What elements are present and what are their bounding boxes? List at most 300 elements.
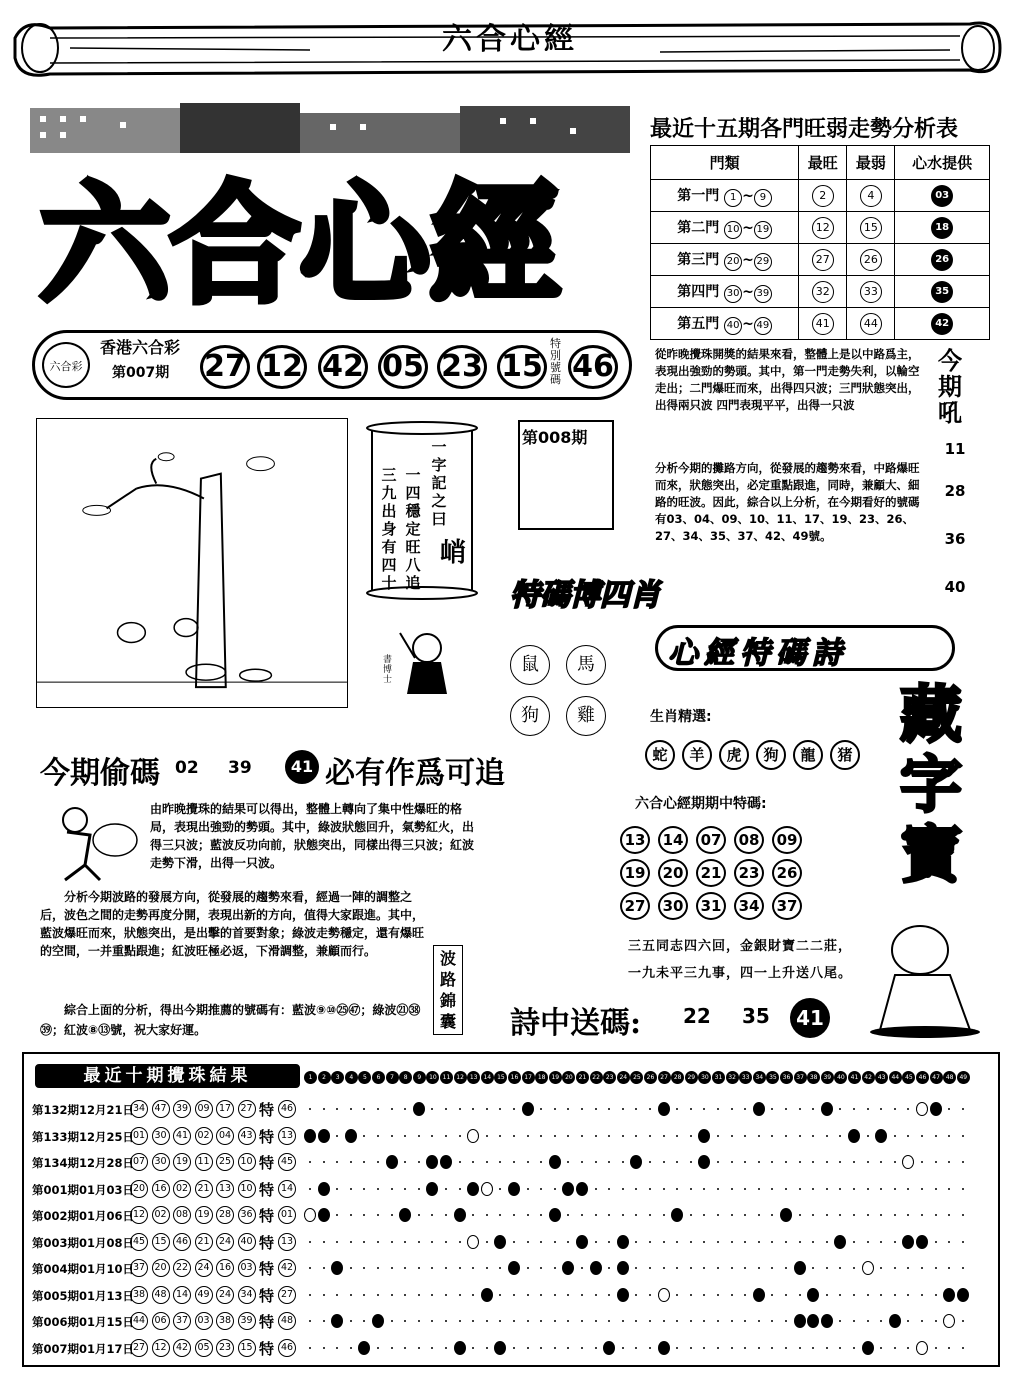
grid-dot (717, 1135, 719, 1137)
grid-dot (540, 1347, 542, 1349)
grid-dot (649, 1108, 651, 1110)
grid-dot (622, 1320, 624, 1322)
result-number: 38 (130, 1286, 148, 1304)
hit-marker (318, 1129, 330, 1143)
banner-title: 六合心經 (442, 22, 578, 57)
grid-dot (391, 1135, 393, 1137)
result-number: 28 (216, 1206, 234, 1224)
hit-marker (508, 1261, 520, 1275)
grid-dot (391, 1294, 393, 1296)
grid-dot (540, 1135, 542, 1137)
four-zodiac-title: 特碼博四肖 (510, 578, 660, 613)
grid-dot (867, 1320, 869, 1322)
lottery-logo: 六合彩 (42, 342, 90, 388)
gate-cell (651, 276, 799, 308)
gate-name: 第三門 (677, 251, 720, 268)
gate-name: 第二門 (677, 219, 720, 236)
gate-name: 第五門 (677, 315, 720, 332)
grid-dot (731, 1188, 733, 1190)
special-hit-marker (658, 1288, 670, 1302)
header-number: 42 (862, 1071, 875, 1084)
min-number: 15 (860, 217, 882, 239)
grid-dot (309, 1320, 311, 1322)
zodiac-pick: 狗 (756, 740, 786, 770)
grid-dot (581, 1108, 583, 1110)
grid-dot (309, 1108, 311, 1110)
scholar-label: 書博士 (383, 655, 393, 685)
grid-dot (649, 1241, 651, 1243)
table-row (651, 244, 990, 276)
recent-results-title: 最近十期攪珠結果 (35, 1064, 300, 1088)
grid-dot (323, 1320, 325, 1322)
result-number: 42 (173, 1339, 191, 1357)
grid-dot (459, 1108, 461, 1110)
table-row (651, 180, 990, 212)
grid-dot (445, 1108, 447, 1110)
grid-dot (622, 1135, 624, 1137)
grid-dot (336, 1294, 338, 1296)
result-row-label: 第001期01月03日 (32, 1182, 135, 1197)
hit-marker (576, 1235, 588, 1249)
header-number: 39 (821, 1071, 834, 1084)
grid-dot (459, 1267, 461, 1269)
gate-name: 第四門 (677, 283, 720, 300)
grid-dot (935, 1135, 937, 1137)
grid-dot (459, 1241, 461, 1243)
gate-to: 19 (754, 221, 772, 239)
scroll-line: 一四穩定旺八追 (405, 466, 421, 592)
poem-line: 一九未平三九事，四一上升送八尾。 (627, 966, 852, 981)
wave-summary-text: 由昨晚攪珠的結果可以得出，整體上轉向了集中性爆旺的格局，表現出強勁的勢頭。其中，綠波狀態回升，氣勢紅火，出得三只波；藍波反功向前，狀態突出，同樣出得三只波；紅波走勢下滑，出得一只波。 (150, 802, 475, 870)
grid-dot (758, 1347, 760, 1349)
grid-dot (323, 1347, 325, 1349)
grid-dot (744, 1294, 746, 1296)
grid-dot (717, 1161, 719, 1163)
grid-dot (717, 1188, 719, 1190)
mid-number: 27 (620, 892, 650, 920)
header-number: 1 (304, 1071, 317, 1084)
grid-dot (323, 1294, 325, 1296)
mid-number: 31 (696, 892, 726, 920)
result-number: 15 (152, 1233, 170, 1251)
hit-marker (318, 1182, 330, 1196)
grid-dot (894, 1267, 896, 1269)
special-label: 特 (259, 1286, 275, 1305)
result-number: 44 (130, 1312, 148, 1330)
pick-number: 42 (931, 313, 953, 335)
result-row-label: 第132期12月21日 (32, 1103, 135, 1117)
grid-dot (377, 1347, 379, 1349)
mid-number: 07 (696, 826, 726, 854)
result-number: 20 (130, 1180, 148, 1198)
result-row-label: 第002期01月06日 (32, 1209, 135, 1223)
grid-dot (472, 1347, 474, 1349)
max-number: 27 (812, 249, 834, 271)
result-ball: 23 (437, 345, 487, 389)
header-number: 40 (834, 1071, 847, 1084)
mid-number: 14 (658, 826, 688, 854)
result-number: 05 (195, 1339, 213, 1357)
grid-dot (948, 1135, 950, 1137)
grid-dot (676, 1188, 678, 1190)
special-label: 特 (259, 1180, 275, 1199)
zodiac-pick-label: 生肖精選: (650, 709, 712, 725)
zodiac-pick: 蛇 (645, 740, 675, 770)
hit-marker (780, 1208, 792, 1222)
grid-dot (391, 1347, 393, 1349)
grid-dot (867, 1214, 869, 1216)
grid-dot (472, 1294, 474, 1296)
header-number: 46 (916, 1071, 929, 1084)
result-number: 22 (173, 1259, 191, 1277)
header-number: 47 (930, 1071, 943, 1084)
scroll-keyword: 峭 (440, 538, 467, 568)
pick-number: 18 (931, 217, 953, 239)
mid-number: 30 (658, 892, 688, 920)
grid-dot (418, 1161, 420, 1163)
grid-dot (894, 1188, 896, 1190)
header-number: 5 (358, 1071, 371, 1084)
grid-dot (731, 1161, 733, 1163)
grid-dot (935, 1320, 937, 1322)
grid-dot (486, 1241, 488, 1243)
grid-dot (404, 1241, 406, 1243)
result-number: 36 (238, 1206, 256, 1224)
grid-dot (418, 1188, 420, 1190)
grid-dot (690, 1108, 692, 1110)
column-header: 門類 (651, 146, 799, 180)
grid-dot (608, 1135, 610, 1137)
table-row (651, 212, 990, 244)
grid-dot (894, 1241, 896, 1243)
range-sep: ~ (742, 187, 754, 204)
grid-dot (826, 1241, 828, 1243)
grid-dot (690, 1161, 692, 1163)
pick-number-cell (895, 180, 990, 212)
grid-dot (962, 1161, 964, 1163)
grid-dot (758, 1161, 760, 1163)
result-number: 21 (195, 1180, 213, 1198)
result-number: 15 (238, 1339, 256, 1357)
tree-mice-cartoon (36, 418, 348, 708)
result-number: 11 (195, 1153, 213, 1171)
grid-dot (880, 1294, 882, 1296)
grid-dot (418, 1135, 420, 1137)
result-number: 06 (152, 1312, 170, 1330)
result-ball: 05 (378, 345, 428, 389)
grid-dot (921, 1267, 923, 1269)
grid-dot (649, 1214, 651, 1216)
header-number: 49 (957, 1071, 970, 1084)
hit-marker (794, 1314, 806, 1328)
grid-dot (527, 1241, 529, 1243)
result-number: 16 (152, 1180, 170, 1198)
grid-dot (935, 1161, 937, 1163)
mid-number: 20 (658, 859, 688, 887)
grid-dot (459, 1294, 461, 1296)
header-number: 37 (794, 1071, 807, 1084)
send-number: 22 (683, 1004, 711, 1028)
poem-title: 心經特碼詩 (668, 636, 848, 671)
hit-marker (494, 1341, 506, 1355)
result-row-label: 第007期01月17日 (32, 1341, 135, 1356)
grid-dot (581, 1347, 583, 1349)
hit-marker (454, 1341, 466, 1355)
grid-dot (595, 1108, 597, 1110)
result-number: 17 (216, 1100, 234, 1118)
header-number: 31 (712, 1071, 725, 1084)
grid-dot (663, 1214, 665, 1216)
header-number: 38 (807, 1071, 820, 1084)
gate-cell (651, 212, 799, 244)
grid-dot (935, 1188, 937, 1190)
special-hit-marker (467, 1235, 479, 1249)
header-number: 22 (590, 1071, 603, 1084)
grid-dot (527, 1161, 529, 1163)
gate-from: 20 (724, 253, 742, 271)
hit-marker (821, 1102, 833, 1116)
grid-dot (513, 1214, 515, 1216)
grid-dot (540, 1188, 542, 1190)
grid-dot (350, 1347, 352, 1349)
grid-dot (581, 1267, 583, 1269)
grid-dot (595, 1347, 597, 1349)
special-label: 特 (259, 1233, 275, 1252)
grid-dot (445, 1267, 447, 1269)
hit-marker (481, 1288, 493, 1302)
min-number: 33 (860, 281, 882, 303)
pick-number-cell (895, 308, 990, 340)
send-ball: 41 (790, 998, 830, 1038)
grid-dot (554, 1188, 556, 1190)
grid-dot (336, 1135, 338, 1137)
result-number: 23 (216, 1339, 234, 1357)
grid-dot (826, 1161, 828, 1163)
grid-dot (894, 1108, 896, 1110)
grid-dot (350, 1294, 352, 1296)
grid-dot (676, 1241, 678, 1243)
grid-dot (350, 1188, 352, 1190)
hit-marker (304, 1129, 316, 1143)
result-number: 27 (130, 1339, 148, 1357)
grid-dot (717, 1320, 719, 1322)
grid-dot (676, 1347, 678, 1349)
grid-dot (826, 1267, 828, 1269)
hit-marker (862, 1341, 874, 1355)
result-number: 30 (152, 1153, 170, 1171)
grid-dot (962, 1108, 964, 1110)
grid-dot (350, 1267, 352, 1269)
grid-dot (309, 1161, 311, 1163)
grid-dot (744, 1347, 746, 1349)
min-number-cell (847, 180, 895, 212)
logo-title: 六合心經 (40, 169, 561, 321)
zodiac-item: 雞 (566, 696, 606, 736)
trend-table (650, 145, 990, 340)
result-number: 37 (173, 1312, 191, 1330)
header-number: 11 (440, 1071, 453, 1084)
result-number: 48 (152, 1286, 170, 1304)
grid-dot (758, 1320, 760, 1322)
grid-dot (948, 1241, 950, 1243)
grid-dot (853, 1108, 855, 1110)
grid-dot (404, 1347, 406, 1349)
grid-dot (826, 1214, 828, 1216)
result-number: 16 (216, 1259, 234, 1277)
grid-dot (663, 1188, 665, 1190)
result-number: 37 (130, 1259, 148, 1277)
grid-dot (853, 1214, 855, 1216)
grid-dot (323, 1108, 325, 1110)
min-number-cell (847, 212, 895, 244)
grid-dot (554, 1135, 556, 1137)
grid-dot (608, 1294, 610, 1296)
grid-dot (880, 1188, 882, 1190)
result-number: 20 (152, 1259, 170, 1277)
grid-dot (785, 1241, 787, 1243)
grid-dot (785, 1347, 787, 1349)
grid-dot (309, 1347, 311, 1349)
grid-dot (445, 1214, 447, 1216)
min-number: 26 (860, 249, 882, 271)
grid-dot (690, 1320, 692, 1322)
grid-dot (717, 1241, 719, 1243)
grid-dot (935, 1347, 937, 1349)
grid-dot (731, 1241, 733, 1243)
grid-dot (690, 1241, 692, 1243)
result-number: 30 (152, 1127, 170, 1145)
result-row-label: 第133期12月25日 (32, 1129, 135, 1144)
header-number: 30 (698, 1071, 711, 1084)
grid-dot (717, 1347, 719, 1349)
result-row-label: 第003期01月08日 (32, 1235, 135, 1250)
grid-dot (894, 1135, 896, 1137)
special-hit-marker (862, 1261, 874, 1275)
hit-marker (889, 1314, 901, 1328)
header-number: 17 (522, 1071, 535, 1084)
header-number: 28 (671, 1071, 684, 1084)
grid-dot (595, 1294, 597, 1296)
hit-marker (807, 1288, 819, 1302)
grid-dot (690, 1188, 692, 1190)
grid-dot (853, 1241, 855, 1243)
grid-dot (336, 1241, 338, 1243)
grid-dot (540, 1294, 542, 1296)
pick-number-cell (895, 244, 990, 276)
grid-dot (935, 1241, 937, 1243)
header-number: 9 (413, 1071, 426, 1084)
grid-dot (581, 1294, 583, 1296)
special-label: 特 (259, 1207, 275, 1225)
grid-dot (867, 1241, 869, 1243)
grid-dot (690, 1347, 692, 1349)
hit-marker (386, 1155, 398, 1169)
result-row-label: 第005期01月13日 (32, 1288, 135, 1303)
result-number: 10 (238, 1180, 256, 1198)
grid-dot (717, 1294, 719, 1296)
result-ball: 15 (497, 345, 547, 389)
mid-number: 09 (772, 826, 802, 854)
header-number: 3 (331, 1071, 344, 1084)
grid-dot (962, 1188, 964, 1190)
grid-dot (676, 1135, 678, 1137)
result-row-label: 第004期01月10日 (32, 1262, 135, 1276)
grid-dot (744, 1188, 746, 1190)
header-number: 25 (630, 1071, 643, 1084)
runner-illustration (45, 800, 145, 890)
hit-marker (617, 1288, 629, 1302)
range-sep: ~ (742, 283, 754, 300)
grid-dot (962, 1267, 964, 1269)
hit-marker (902, 1235, 914, 1249)
special-number: 46 (278, 1100, 296, 1118)
header-number: 36 (780, 1071, 793, 1084)
header-number: 19 (549, 1071, 562, 1084)
grid-dot (867, 1108, 869, 1110)
grid-dot (554, 1241, 556, 1243)
result-number: 21 (195, 1233, 213, 1251)
special-number: 13 (278, 1127, 296, 1145)
scroll-line: 三九出身有四十 (381, 466, 397, 592)
zodiac-item: 狗 (510, 696, 550, 736)
grid-dot (445, 1135, 447, 1137)
steal-number: 39 (228, 758, 252, 778)
grid-dot (894, 1294, 896, 1296)
grid-dot (377, 1161, 379, 1163)
grid-dot (595, 1161, 597, 1163)
result-number: 34 (238, 1286, 256, 1304)
grid-dot (731, 1135, 733, 1137)
special-hit-marker (916, 1341, 928, 1355)
grid-dot (350, 1108, 352, 1110)
hit-marker (753, 1288, 765, 1302)
grid-dot (785, 1161, 787, 1163)
grid-dot (459, 1135, 461, 1137)
header-number: 14 (481, 1071, 494, 1084)
grid-dot (581, 1214, 583, 1216)
poem-send-label: 詩中送碼: (510, 1006, 642, 1041)
hit-marker (916, 1235, 928, 1249)
jinqi-number: 36 (944, 530, 966, 548)
grid-dot (717, 1267, 719, 1269)
mid-number: 08 (734, 826, 764, 854)
grid-dot (785, 1135, 787, 1137)
grid-dot (486, 1161, 488, 1163)
hit-marker (794, 1261, 806, 1275)
grid-dot (785, 1320, 787, 1322)
special-hit-marker (481, 1182, 493, 1196)
grid-dot (554, 1108, 556, 1110)
result-number: 01 (130, 1127, 148, 1145)
grid-dot (418, 1267, 420, 1269)
result-number: 09 (195, 1100, 213, 1118)
result-number: 10 (238, 1153, 256, 1171)
hit-marker (617, 1235, 629, 1249)
grid-dot (595, 1241, 597, 1243)
steal-number: 02 (175, 758, 199, 778)
header-number: 35 (766, 1071, 779, 1084)
grid-dot (690, 1135, 692, 1137)
grid-dot (377, 1241, 379, 1243)
grid-dot (527, 1320, 529, 1322)
grid-dot (350, 1241, 352, 1243)
grid-dot (799, 1188, 801, 1190)
header-number: 4 (345, 1071, 358, 1084)
gate-to: 49 (754, 317, 772, 335)
header-number: 15 (494, 1071, 507, 1084)
special-number: 27 (278, 1286, 296, 1304)
grid-dot (486, 1267, 488, 1269)
